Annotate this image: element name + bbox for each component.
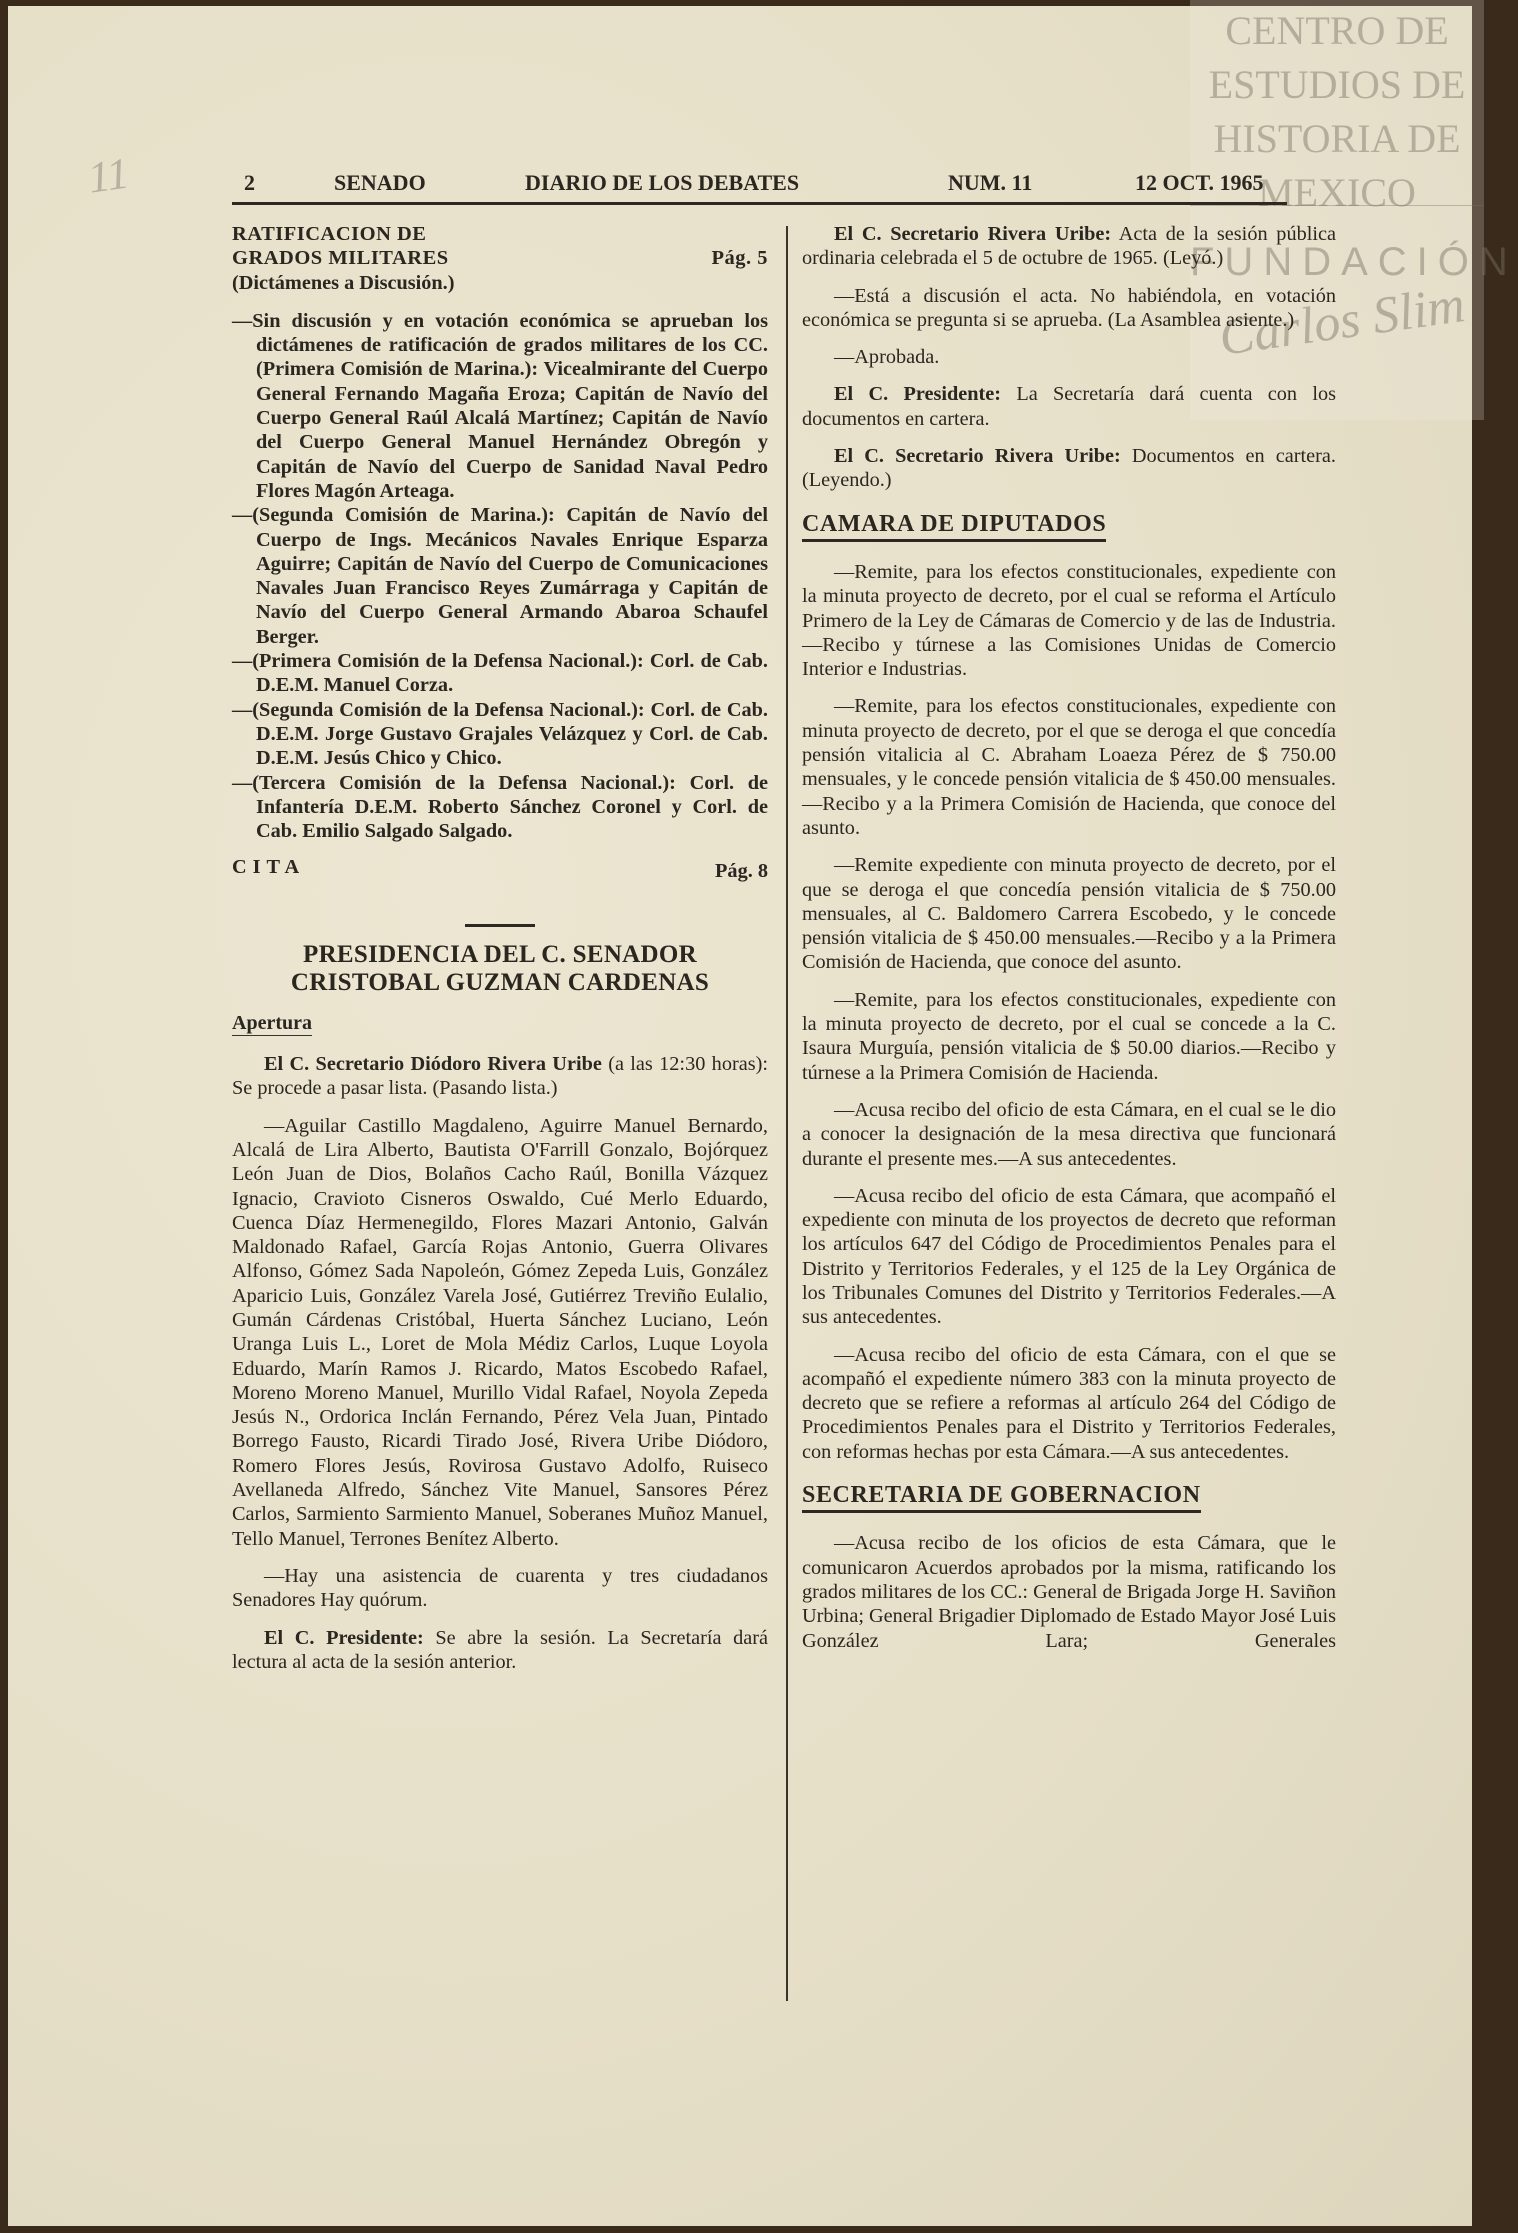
- header-chamber: SENADO: [334, 170, 426, 195]
- summary-item: —(Segunda Comisión de Marina.): Capitán de Navío del Cuerpo de Ings. Mecánicos Navales Enrique Esparza Aguirre; Capitán de Navío del Cuerpo de Comunicaciones Navales Juan Francisco Reyes Zumárraga y Capitán de Navío del Cuerpo General Armando Abaroa Schaufel Berger.: [232, 504, 768, 648]
- paragraph: [232, 1626, 768, 1675]
- paragraph: —Acusa recibo de los oficios de esta Cámara, que le comunicaron Acuerdos aprobados por la misma, ratificando los grados militares de los CC.: General de Brigada Jorge H. Saviñon Urbina; General Brigadier Diplomado de Estado Mayor José Luis González Lara; Generales: [802, 1532, 1336, 1652]
- watermark-fundacion: FUNDACIÓN: [1190, 240, 1518, 284]
- summary-item: —(Segunda Comisión de la Defensa Nacional.): Corl. de Cab. D.E.M. Jorge Gustavo Grajales Velázquez y Corl. de Cab. D.E.M. Jesús Chico y Chico.: [232, 698, 768, 770]
- handwritten-margin-note: 11: [84, 148, 132, 203]
- cita-label: CITA: [232, 856, 306, 879]
- paragraph-text: La Secretaría dará cuenta con los documentos en cartera.: [802, 383, 1336, 430]
- column-divider: [786, 226, 788, 2001]
- speaker: El C. Secretario Rivera Uribe:: [834, 223, 1112, 245]
- paragraph: —Remite, para los efectos constitucionales, expediente con la minuta proyecto de decreto, por el cual se reforma el Artículo Primero de la Ley de Cámaras de Comercio y de las de Industria.—Recibo y túrnese a las Comisiones Unidas de Comercio Interior e Industrias.: [802, 560, 1336, 681]
- paragraph: —Acusa recibo del oficio de esta Cámara, en el cual se le dio a conocer la designación de la mesa directiva que funcionará durante el presente mes.—A sus antecedentes.: [802, 1098, 1336, 1170]
- page-header: [232, 166, 1287, 205]
- toc-cita: [232, 855, 768, 883]
- header-date: 12 OCT. 1965: [1135, 170, 1264, 195]
- header-number: NUM. 11: [948, 170, 1033, 195]
- paragraph: [802, 284, 1336, 333]
- summary-item: —Sin discusión y en votación económica se aprueban los dictámenes de ratificación de grados militares de los CC. (Primera Comisión de Marina.): Vicealmirante del Cuerpo General Fernando Magaña Eroza; Capitán de Navío del Cuerpo General Raúl Alcalá Martínez; Capitán de Navío del Cuerpo General Manuel Hernández Obregón y Capitán de Navío del Cuerpo de Sanidad Naval Pedro Flores Magón Arteaga.: [232, 309, 768, 502]
- paragraph: [232, 1564, 768, 1613]
- paragraph-text: (a las 12:30 horas): Se procede a pasar lista. (Pasando lista.): [232, 1053, 768, 1100]
- right-column: [802, 222, 1336, 1666]
- paragraph-text: —Hay una asistencia de cuarenta y tres ciudadanos Senadores Hay quórum.: [232, 1564, 768, 1612]
- paragraph: [802, 345, 1336, 369]
- toc-title-line2: GRADOS MILITARES: [232, 247, 449, 270]
- section-rule: [465, 924, 535, 927]
- paragraph: [232, 1052, 768, 1101]
- cita-page: Pág. 8: [715, 860, 768, 883]
- left-column: [232, 222, 768, 1687]
- speaker: El C. Presidente:: [264, 1626, 424, 1649]
- paragraph-roll-call: [232, 1114, 768, 1551]
- speaker: El C. Secretario Diódoro Rivera Uribe: [264, 1053, 602, 1076]
- paragraph-text: Acta de la sesión pública ordinaria celebrada el 5 de octubre de 1965. (Leyó.): [802, 223, 1336, 270]
- paragraph-text: —Está a discusión el acta. No habiéndola, en votación económica se pregunta si se aprueba. (La Asamblea asiente.): [802, 284, 1336, 331]
- paragraph-text: —Aguilar Castillo Magdaleno, Aguirre Manuel Bernardo, Alcalá de Lira Alberto, Bautista O'Farrill Gonzalo, Bojórquez León Juan de Dios, Bolaños Cacho Raúl, Bonilla Vázquez Ignacio, Cravioto Cisneros Oswaldo, Cué Merlo Eduardo, Cuenca Díaz Hermenegildo, Flores Mazari Antonio, Galván Maldonado Rafael, García Rojas Antonio, Guerra Olivares Alfonso, Gómez Sada Napoleón, Gómez Zepeda Luis, González Aparicio Luis, González Varela José, Gutiérrez Treviño Eulalio, Gumán Cárdenas Cristóbal, Huerta Sánchez Luciano, León Uranga Luis L., Loret de Mola Médiz Carlos, Luque Loyola Eduardo, Marín Ramos J. Ricardo, Matos Escobedo Rafael, Moreno Moreno Manuel, Murillo Vidal Rafael, Noyola Zepeda Jesús N., Ordorica Inclán Fernando, Pérez Vela Juan, Pintado Borrego Fausto, Ricardi Tirado José, Rivera Uribe Diódoro, Romero Flores Jesús, Rovirosa Gustavo Adolfo, Ruiseco Avellaneda Alfredo, Sánchez Vite Manuel, Sansores Pérez Carlos, Sarmiento Sarmiento Manuel, Soberanes Muñoz Manuel, Tello Manuel, Terrones Benítez Alberto.: [232, 1114, 768, 1550]
- paragraph: —Acusa recibo del oficio de esta Cámara, con el que se acompañó el expediente número 383 con la minuta proyecto de decreto que se refiere a reformas al artículo 264 del Código de Procedimientos Penales para el Distrito y Territorios Federales, con reformas hechas por esta Cámara.—A sus antecedentes.: [802, 1343, 1336, 1463]
- page-number: 2: [244, 170, 255, 195]
- paragraph: —Remite expediente con minuta proyecto de decreto, por el que se deroga el que concedía pensión vitalicia de $ 750.00 mensuales, al C. Baldomero Carrera Escobedo, y le concede pensión vitalicia de $ 450.00 mensuales.—Recibo y a la Primera Comisión de Hacienda, que conoce del asunto.: [802, 854, 1336, 974]
- paragraph: —Remite, para los efectos constitucionales, expediente con minuta proyecto de decreto, por el que se deroga el que concedía pensión vitalicia al C. Abraham Loaeza Pérez de $ 750.00 mensuales, y le concede pensión vitalicia de $ 450.00 mensuales.—Recibo y a la Primera Comisión de Hacienda, que conoce del asunto.: [802, 695, 1336, 839]
- watermark-signature: Carlos Slim: [1215, 276, 1469, 367]
- paragraph: [802, 222, 1336, 271]
- watermark-centro-estudios: CENTRO DE ESTUDIOS DE HISTORIA DE MEXICO: [1208, 8, 1466, 215]
- watermark-divider: [1190, 205, 1484, 206]
- apertura-heading: Apertura: [232, 1011, 312, 1036]
- paragraph-text: Documentos en cartera. (Leyendo.): [802, 445, 1336, 492]
- toc-entry: [232, 246, 768, 270]
- paragraph: —Remite, para los efectos constitucionales, expediente con la minuta proyecto de decreto, por el cual se concede a la C. Isaura Murguía, pensión vitalicia de $ 50.00 diarios.—Recibo y túrnese a la Primera Comisión de Hacienda.: [802, 988, 1336, 1084]
- summary-item: —(Primera Comisión de la Defensa Nacional.): Corl. de Cab. D.E.M. Manuel Corza.: [232, 650, 768, 697]
- toc-title-line1: RATIFICACION DE: [232, 223, 427, 245]
- toc-subtitle: (Dictámenes a Discusión.): [232, 271, 455, 294]
- header-publication: DIARIO DE LOS DEBATES: [525, 170, 800, 195]
- paragraph: —Acusa recibo del oficio de esta Cámara, que acompañó el expediente con minuta de los proyectos de decreto que reforman los artículos 647 del Código de Procedimientos Penales para el Distrito y Territorios Federales, y el 125 de la Ley Orgánica de los Tribunales Comunes del Distrito y Territorios Federales.—A sus antecedentes.: [802, 1184, 1336, 1329]
- camara-heading: CAMARA DE DIPUTADOS: [802, 512, 1106, 542]
- paragraph: [802, 444, 1336, 493]
- speaker: El C. Secretario Rivera Uribe:: [834, 445, 1121, 468]
- summary-item: —(Tercera Comisión de la Defensa Nacional.): Corl. de Infantería D.E.M. Roberto Sánchez Coronel y Corl. de Cab. Emilio Salgado Salgado.: [232, 771, 768, 843]
- paragraph-text: —Aprobada.: [834, 346, 940, 369]
- gobernacion-heading: SECRETARIA DE GOBERNACION: [802, 1483, 1201, 1513]
- presidency-heading-line2: CRISTOBAL GUZMAN CARDENAS: [290, 968, 710, 996]
- speaker: El C. Presidente:: [834, 383, 1002, 406]
- paragraph: [802, 382, 1336, 431]
- presidency-heading-line1: PRESIDENCIA DEL C. SENADOR: [303, 940, 697, 968]
- paragraph-text: Se abre la sesión. La Secretaría dará lectura al acta de la sesión anterior.: [232, 1626, 768, 1673]
- toc-page: Pág. 5: [711, 247, 768, 270]
